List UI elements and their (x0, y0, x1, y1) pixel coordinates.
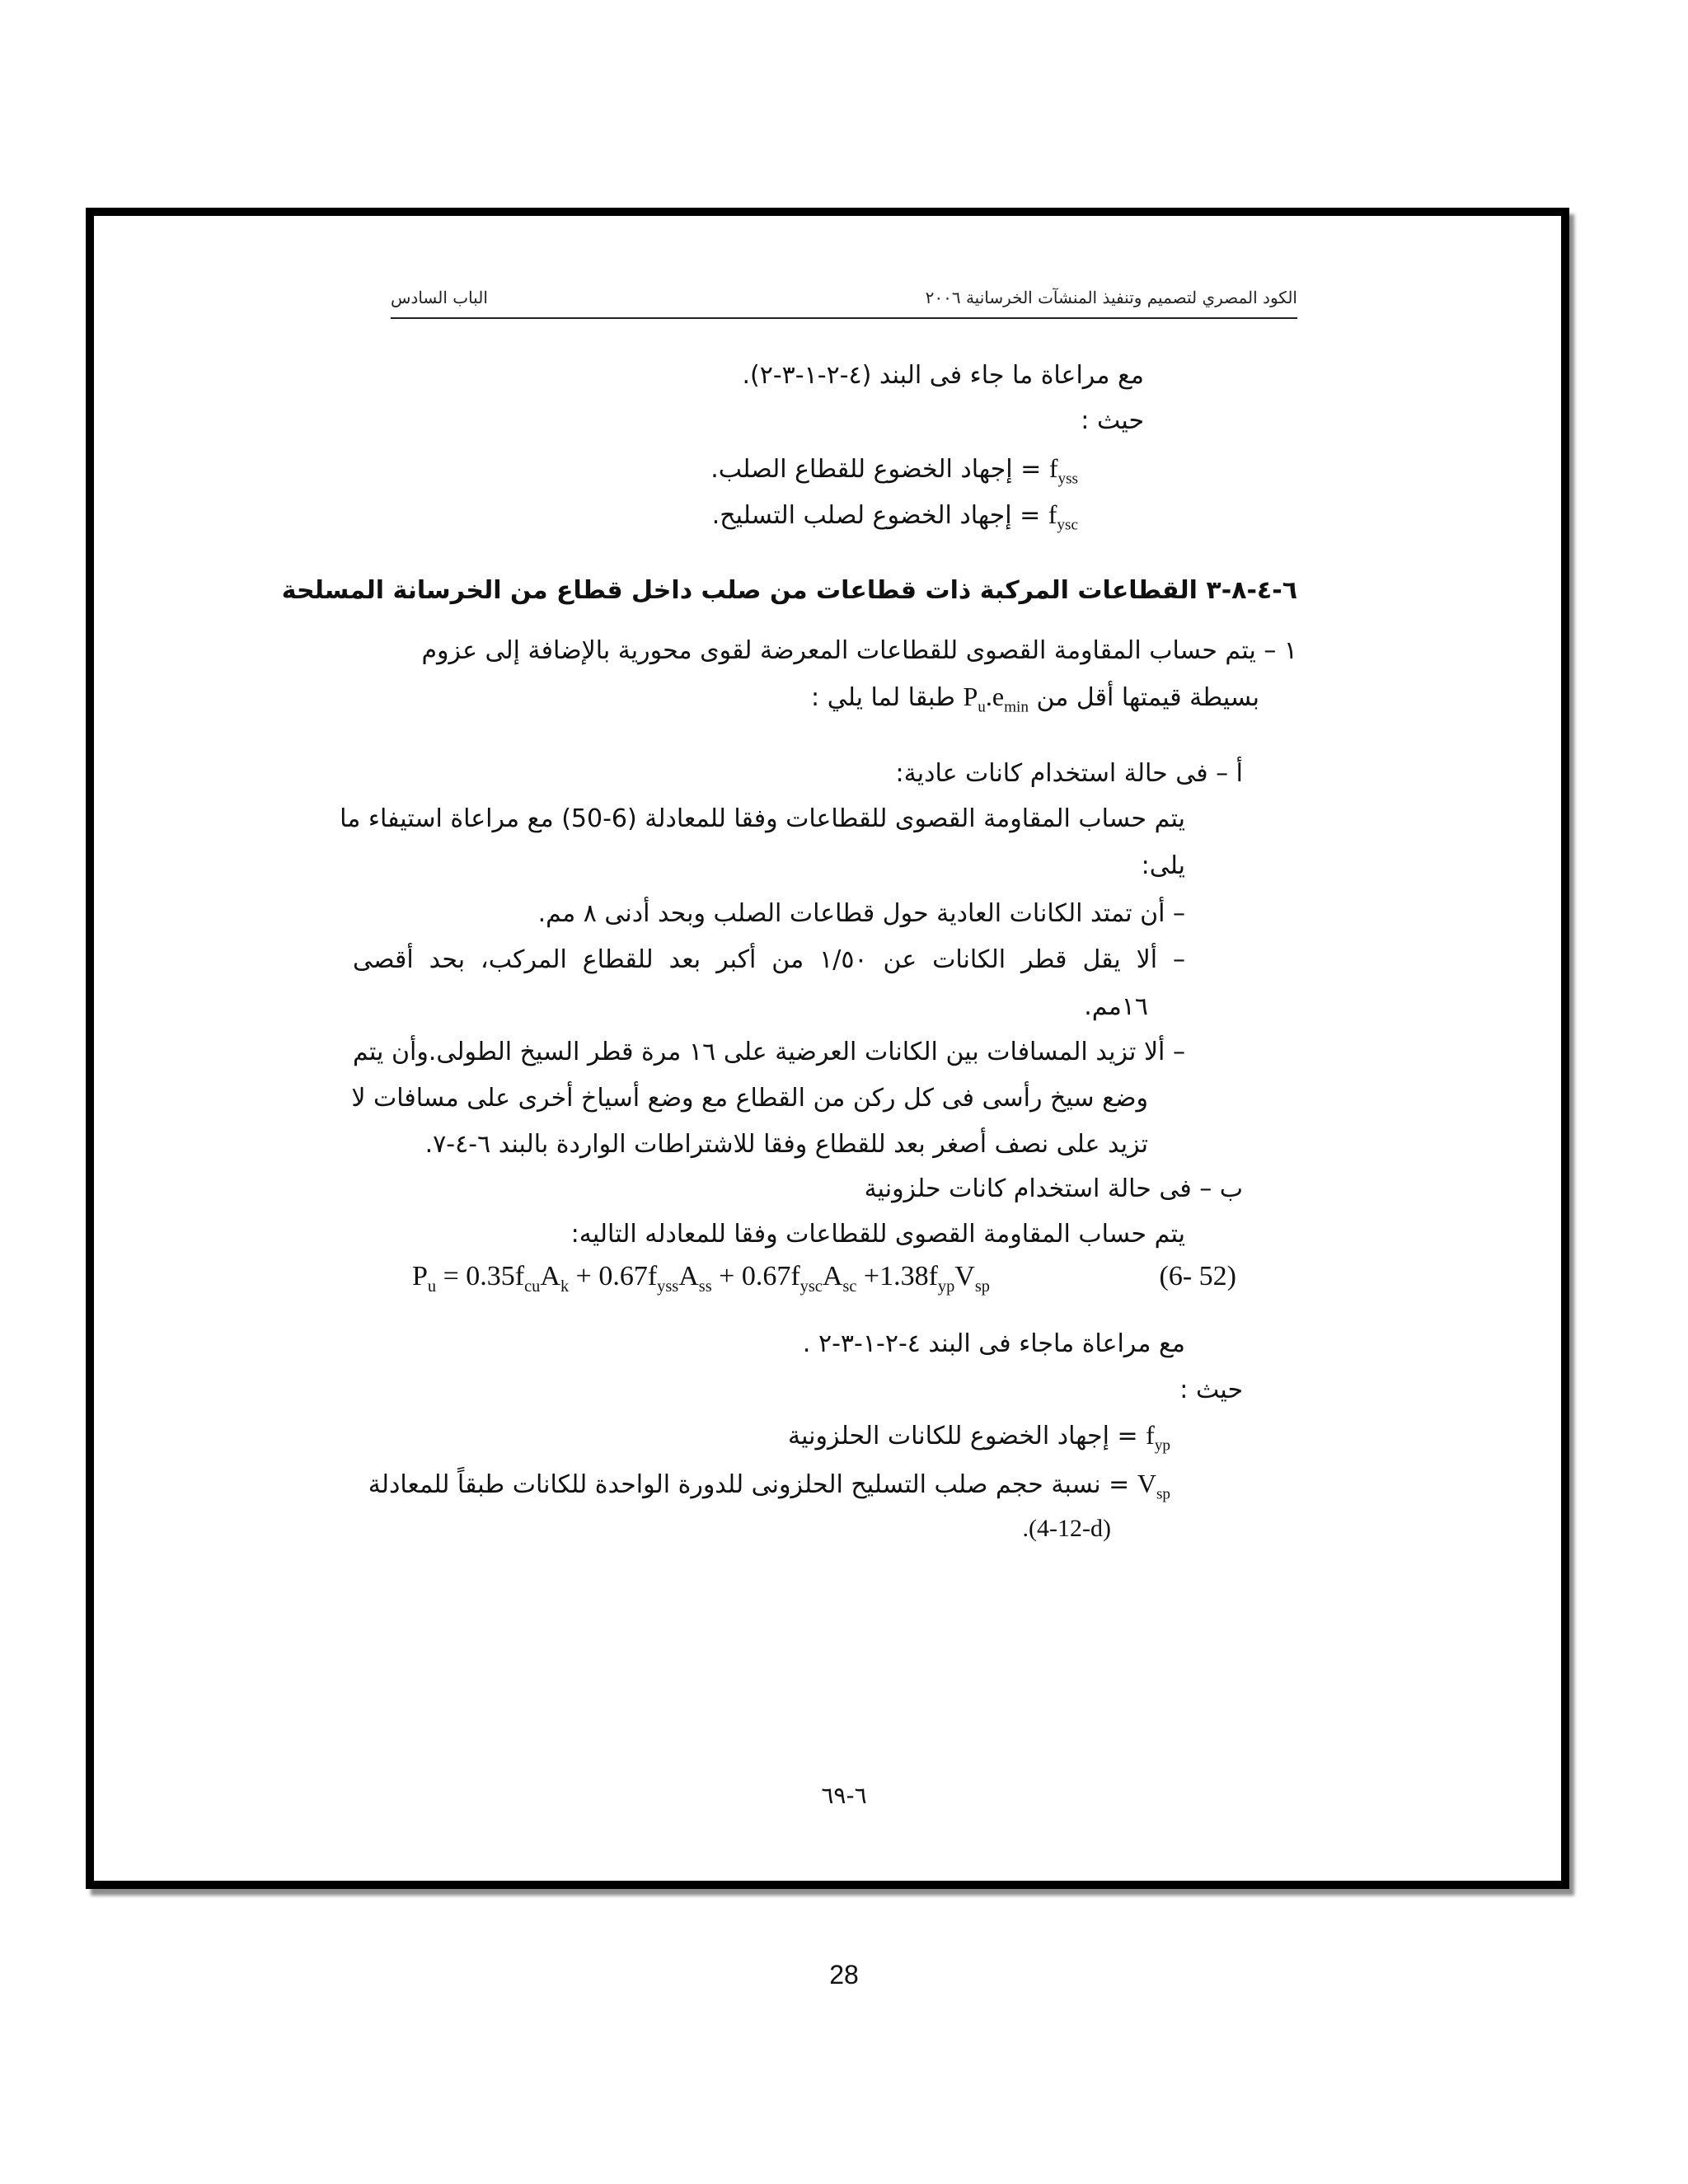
text-line: ١٦مم. (1084, 992, 1148, 1021)
running-header (391, 284, 1297, 319)
footer-page-number: 28 (829, 1960, 859, 1990)
text-line: وضع سيخ رأسى فى كل ركن من القطاع مع وضع أسياخ أخرى على مسافات لا (351, 1084, 1148, 1113)
header-title: الكود المصري لتصميم وتنفيذ المنشآت الخرسانية ٢٠٠٦ (925, 288, 1297, 307)
list-item: – ألا يقل قطر الكانات عن ١/٥٠ من أكبر بعد للقطاع المركب، بحد أقصى (353, 945, 1185, 974)
section-heading: ٦-٤-٨-٣ القطاعات المركبة ذات قطاعات من صلب داخل قطاع من الخرسانة المسلحة (281, 576, 1297, 605)
subsection-title: ب – فى حالة استخدام كانات حلزونية (864, 1174, 1243, 1203)
text-line: .(4-12-d) (1022, 1515, 1111, 1542)
definition-fyp: $f_{yp}$ = إجهاد الخضوع للكانات الحلزونية (788, 1420, 1170, 1455)
text-line: يتم حساب المقاومة القصوى للقطاعات وفقا للمعادلة (6-50) مع مراعاة استيفاء ما (340, 804, 1185, 833)
text-line: حيث : (1081, 406, 1144, 435)
text-line: تزيد على نصف أصغر بعد للقطاع وفقا للاشتراطات الواردة بالبند ٦-٤-٧. (424, 1130, 1148, 1159)
definition-fysc (712, 499, 1078, 541)
definition-vsp: $V_{sp}$ = نسبة حجم صلب التسليح الحلزونى للدورة الواحدة للكانات طبقاً للمعادلة (368, 1469, 1170, 1503)
equation-body: $P_u = 0.35f_{cu}A_k + 0.67f_{yss}A_{ss} + 0.67f_{ysc}A_{sc} +1.38f_{yp}V_{sp}$ (412, 1261, 990, 1296)
text-line: بسيطة قيمتها أقل من $P_u.e_{min}$ طبقا لما يلي : (811, 682, 1259, 716)
symbol: $f_{ysc}$ (1048, 499, 1078, 534)
equation-6-52 (412, 1261, 1236, 1310)
equation-number: (6- 52) (1159, 1261, 1236, 1291)
text-line: يلى: (1141, 851, 1185, 880)
list-item: – ألا تزيد المسافات بين الكانات العرضية على ١٦ مرة قطر السيخ الطولى.وأن يتم (353, 1038, 1185, 1066)
definition-fyss (710, 452, 1078, 494)
text-line: حيث : (1179, 1376, 1243, 1404)
symbol: $f_{yss}$ (1048, 453, 1078, 488)
list-item: – أن تمتد الكانات العادية حول قطاعات الصلب وبحد أدنى ٨ مم. (537, 899, 1185, 928)
definition-text: = إجهاد الخضوع للقطاع الصلب. (710, 455, 1042, 484)
subsection-title: أ – فى حالة استخدام كانات عادية: (895, 759, 1243, 788)
text-line: يتم حساب المقاومة القصوى للقطاعات وفقا للمعادله التاليه: (570, 1220, 1185, 1249)
header-chapter: الباب السادس (391, 288, 488, 307)
definition-text: = إجهاد الخضوع لصلب التسليح. (711, 501, 1041, 530)
text-line: مع مراعاة ما جاء فى البند (٤-٢-١-٣-٢). (742, 361, 1144, 390)
text-line: ١ – يتم حساب المقاومة القصوى للقطاعات المعرضة لقوى محورية بالإضافة إلى عزوم (421, 636, 1297, 665)
page-number: ٦-٦٩ (821, 1782, 867, 1809)
text-line: مع مراعاة ماجاء فى البند ٤-٢-١-٣-٢ . (802, 1329, 1185, 1358)
